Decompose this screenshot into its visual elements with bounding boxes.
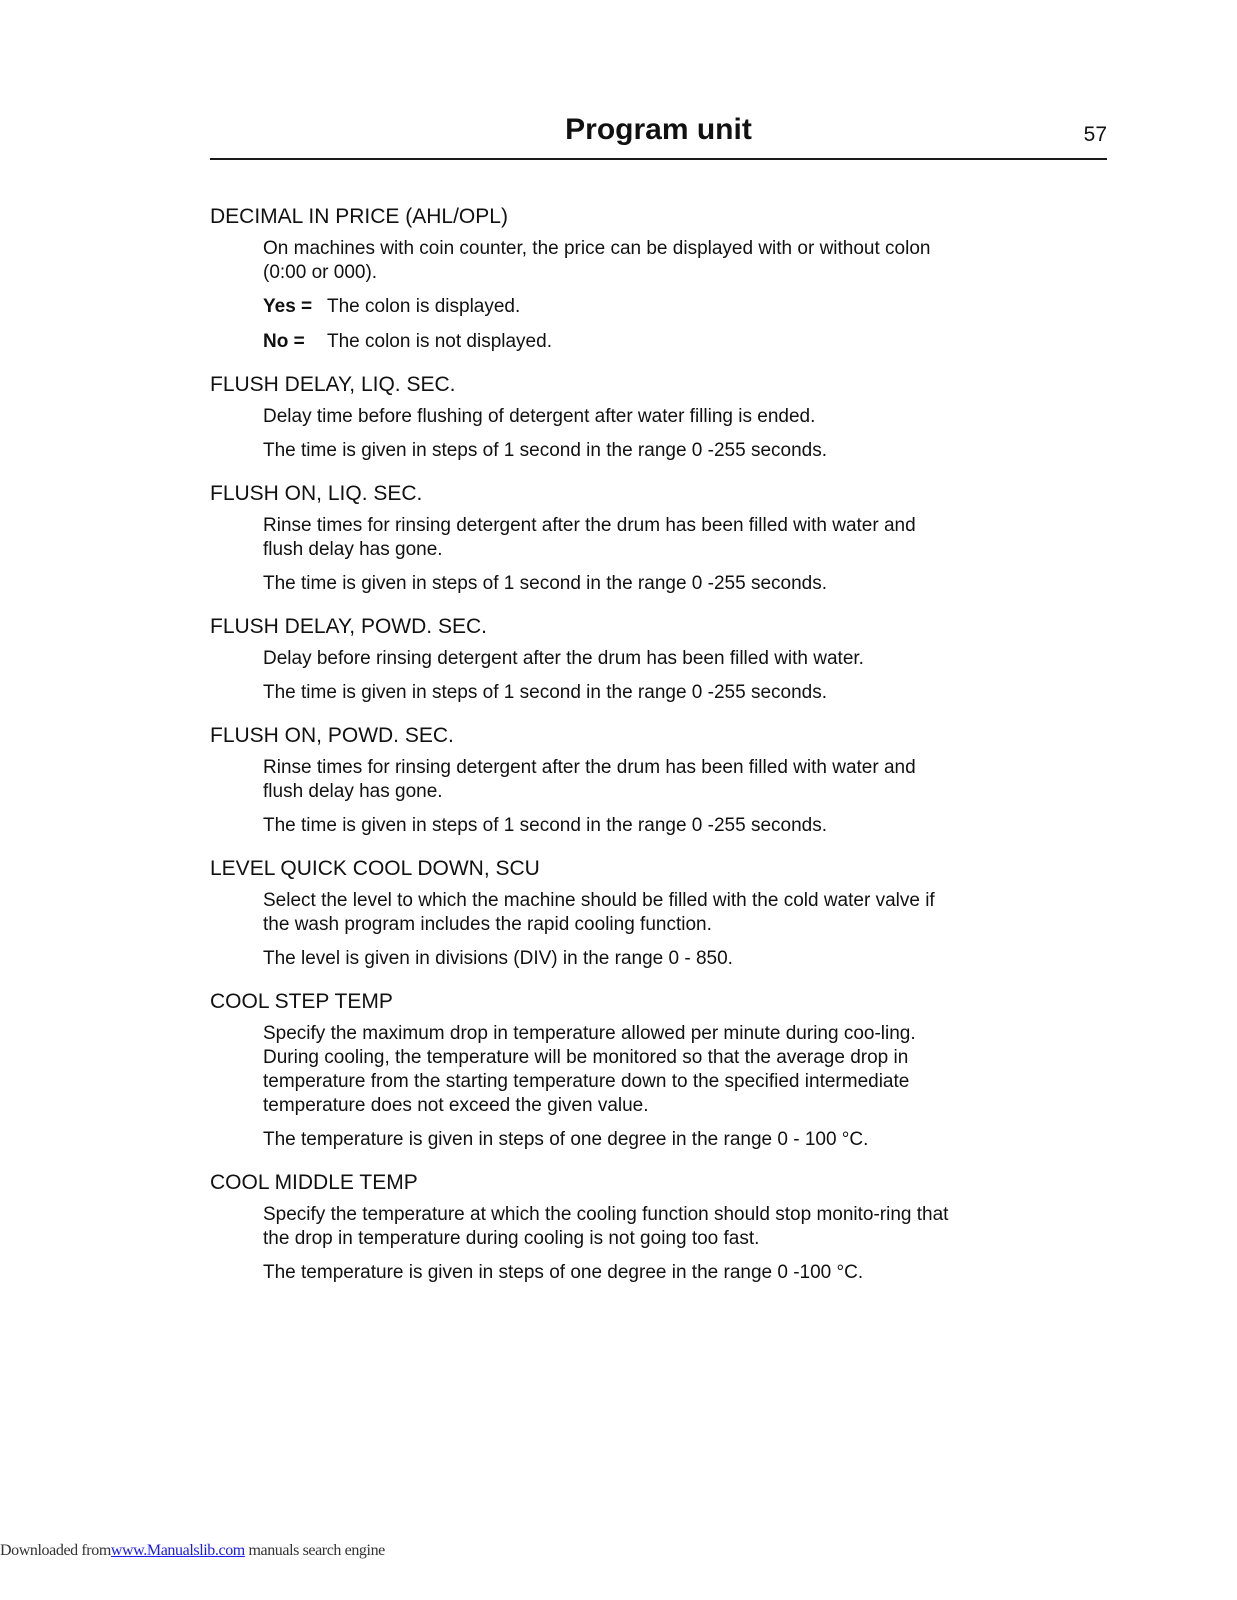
section-cool-step-temp <box>210 989 950 1152</box>
section-paragraph: Rinse times for rinsing detergent after the drum has been filled with water and flush delay has gone. <box>263 757 916 802</box>
section-flush-on-liq <box>210 481 950 596</box>
section-paragraph: The time is given in steps of 1 second in the range 0 -255 seconds. <box>263 440 827 461</box>
section-paragraph: Delay time before flushing of detergent after water filling is ended. <box>263 406 816 427</box>
section-flush-delay-liq <box>210 372 950 463</box>
download-footer <box>0 1541 385 1561</box>
section-heading: LEVEL QUICK COOL DOWN, SCU <box>210 857 540 880</box>
definition-row <box>263 330 950 354</box>
section-heading: COOL STEP TEMP <box>210 990 393 1013</box>
section-heading: DECIMAL IN PRICE (AHL/OPL) <box>210 205 508 228</box>
section-heading: FLUSH ON, POWD. SEC. <box>210 724 454 747</box>
section-paragraph: On machines with coin counter, the price can be displayed with or without colon (0:00 or 000). <box>263 238 931 283</box>
page-title: Program unit <box>565 113 752 146</box>
definition-text: The colon is not displayed. <box>327 331 552 352</box>
section-decimal-in-price <box>210 204 950 354</box>
section-cool-middle-temp <box>210 1170 950 1285</box>
section-heading: FLUSH ON, LIQ. SEC. <box>210 482 423 505</box>
section-paragraph: Select the level to which the machine should be filled with the cold water valve if the wash program includes the rapid cooling function. <box>263 890 935 935</box>
section-paragraph: The time is given in steps of 1 second in the range 0 -255 seconds. <box>263 682 827 703</box>
section-flush-on-powd <box>210 723 950 838</box>
section-paragraph: The temperature is given in steps of one degree in the range 0 - 100 °C. <box>263 1129 869 1150</box>
section-paragraph: The temperature is given in steps of one degree in the range 0 -100 °C. <box>263 1262 864 1283</box>
section-level-quick-cool-down <box>210 856 950 971</box>
section-paragraph: Specify the maximum drop in temperature allowed per minute during coo-ling. During cooling, the temperature will be monitored so that the average drop in temperature from the starting temperature down to the specified intermediate temperature does not exceed the given value. <box>263 1023 916 1116</box>
section-heading: FLUSH DELAY, POWD. SEC. <box>210 615 487 638</box>
footer-suffix: manuals search engine <box>248 1542 385 1559</box>
definition-text: The colon is displayed. <box>327 296 521 317</box>
section-paragraph: The level is given in divisions (DIV) in the range 0 - 850. <box>263 948 733 969</box>
definition-term: Yes = <box>263 296 313 317</box>
section-heading: FLUSH DELAY, LIQ. SEC. <box>210 373 456 396</box>
section-paragraph: Delay before rinsing detergent after the drum has been filled with water. <box>263 648 864 669</box>
manualslib-link[interactable]: www.Manualslib.com <box>110 1542 245 1559</box>
section-paragraph: The time is given in steps of 1 second in the range 0 -255 seconds. <box>263 815 827 836</box>
section-heading: COOL MIDDLE TEMP <box>210 1171 418 1194</box>
section-paragraph: Rinse times for rinsing detergent after the drum has been filled with water and flush delay has gone. <box>263 515 916 560</box>
section-flush-delay-powd <box>210 614 950 705</box>
section-paragraph: Specify the temperature at which the cooling function should stop monito-ring that the drop in temperature during cooling is not going too fast. <box>263 1204 949 1249</box>
section-paragraph: The time is given in steps of 1 second in the range 0 -255 seconds. <box>263 573 827 594</box>
page-header <box>210 112 1107 160</box>
definition-row <box>263 295 950 319</box>
page-number: 57 <box>1083 123 1107 146</box>
definition-term: No = <box>263 331 305 352</box>
main-content <box>210 204 950 1303</box>
footer-prefix: Downloaded from <box>0 1542 111 1559</box>
